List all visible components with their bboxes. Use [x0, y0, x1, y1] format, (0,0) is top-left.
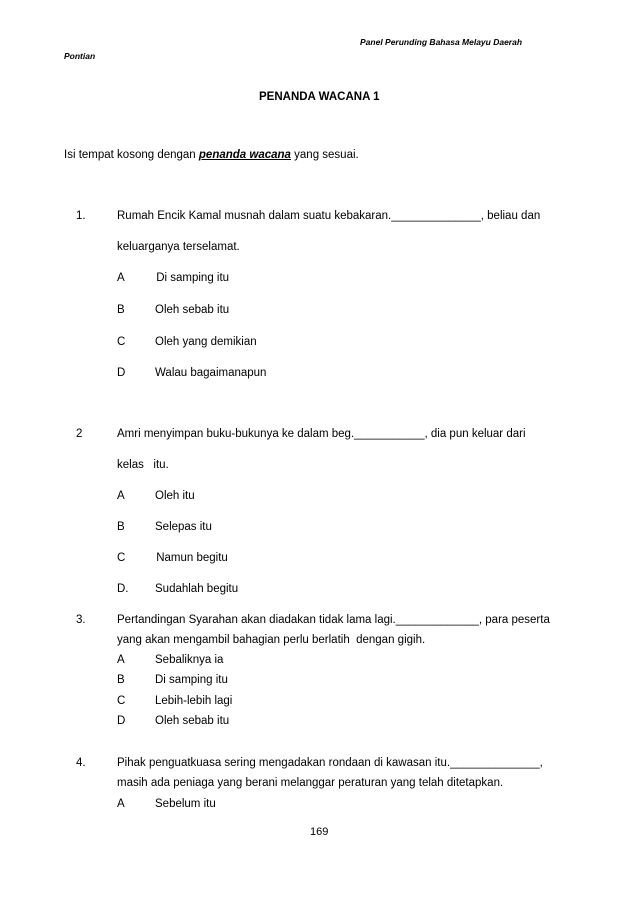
- option-text: Oleh itu: [155, 490, 195, 502]
- option-letter: B: [117, 304, 125, 316]
- option-letter: C: [117, 552, 126, 564]
- option-letter: A: [117, 272, 125, 284]
- option-text: Sudahlah begitu: [155, 583, 239, 595]
- instruction-after: yang sesuai.: [290, 149, 359, 161]
- option-text: Oleh sebab itu: [155, 715, 230, 727]
- option-text: Namun begitu: [153, 552, 228, 564]
- option-text: Sebaliknya ia: [155, 654, 224, 666]
- option-letter: D: [117, 367, 126, 379]
- question-text: Pihak penguatkuasa sering mengadakan rondaan di kawasan itu.______________,: [117, 757, 543, 769]
- question-text-continued: yang akan mengambil bahagian perlu berlatih dengan gigih.: [117, 634, 426, 646]
- option-letter: A: [117, 798, 125, 810]
- option-letter: D: [117, 715, 126, 727]
- option-text: Oleh yang demikian: [155, 336, 257, 348]
- question-text-continued: keluarganya terselamat.: [117, 241, 240, 253]
- page-number: 169: [310, 826, 329, 838]
- question-text: Rumah Encik Kamal musnah dalam suatu kebakaran.______________, beliau dan: [117, 210, 541, 222]
- option-letter: B: [117, 521, 125, 533]
- option-text: Selepas itu: [155, 521, 212, 533]
- question-text: Pertandingan Syarahan akan diadakan tidak lama lagi._____________, para peserta: [117, 614, 550, 626]
- option-letter: C: [117, 336, 126, 348]
- header-right-text: Panel Perunding Bahasa Melayu Daerah: [360, 37, 523, 47]
- option-letter: A: [117, 654, 125, 666]
- instruction: [64, 149, 359, 161]
- question-text-continued: masih ada peniaga yang berani melanggar peraturan yang telah ditetapkan.: [117, 777, 504, 789]
- option-text: Di samping itu: [155, 674, 228, 686]
- option-letter: D.: [117, 583, 129, 595]
- option-text: Sebelum itu: [155, 798, 216, 810]
- question-text-continued: kelas itu.: [117, 459, 169, 471]
- option-text: Walau bagaimanapun: [155, 367, 267, 379]
- instruction-before: Isi tempat kosong dengan: [64, 149, 199, 161]
- question-text: Amri menyimpan buku-bukunya ke dalam beg.___________, dia pun keluar dari: [117, 428, 526, 440]
- option-letter: B: [117, 674, 125, 686]
- option-text: Oleh sebab itu: [155, 304, 230, 316]
- header-left-text: Pontian: [64, 51, 96, 61]
- option-text: Lebih-lebih lagi: [155, 695, 233, 707]
- page-title: PENANDA WACANA 1: [259, 91, 380, 103]
- option-letter: A: [117, 490, 125, 502]
- question-number: 2: [76, 428, 83, 440]
- option-text: Di samping itu: [153, 272, 230, 284]
- question-number: 3.: [76, 614, 86, 626]
- question-number: 4.: [76, 757, 86, 769]
- option-letter: C: [117, 695, 126, 707]
- instruction-emphasis: penanda wacana: [198, 149, 291, 161]
- question-number: 1.: [76, 210, 86, 222]
